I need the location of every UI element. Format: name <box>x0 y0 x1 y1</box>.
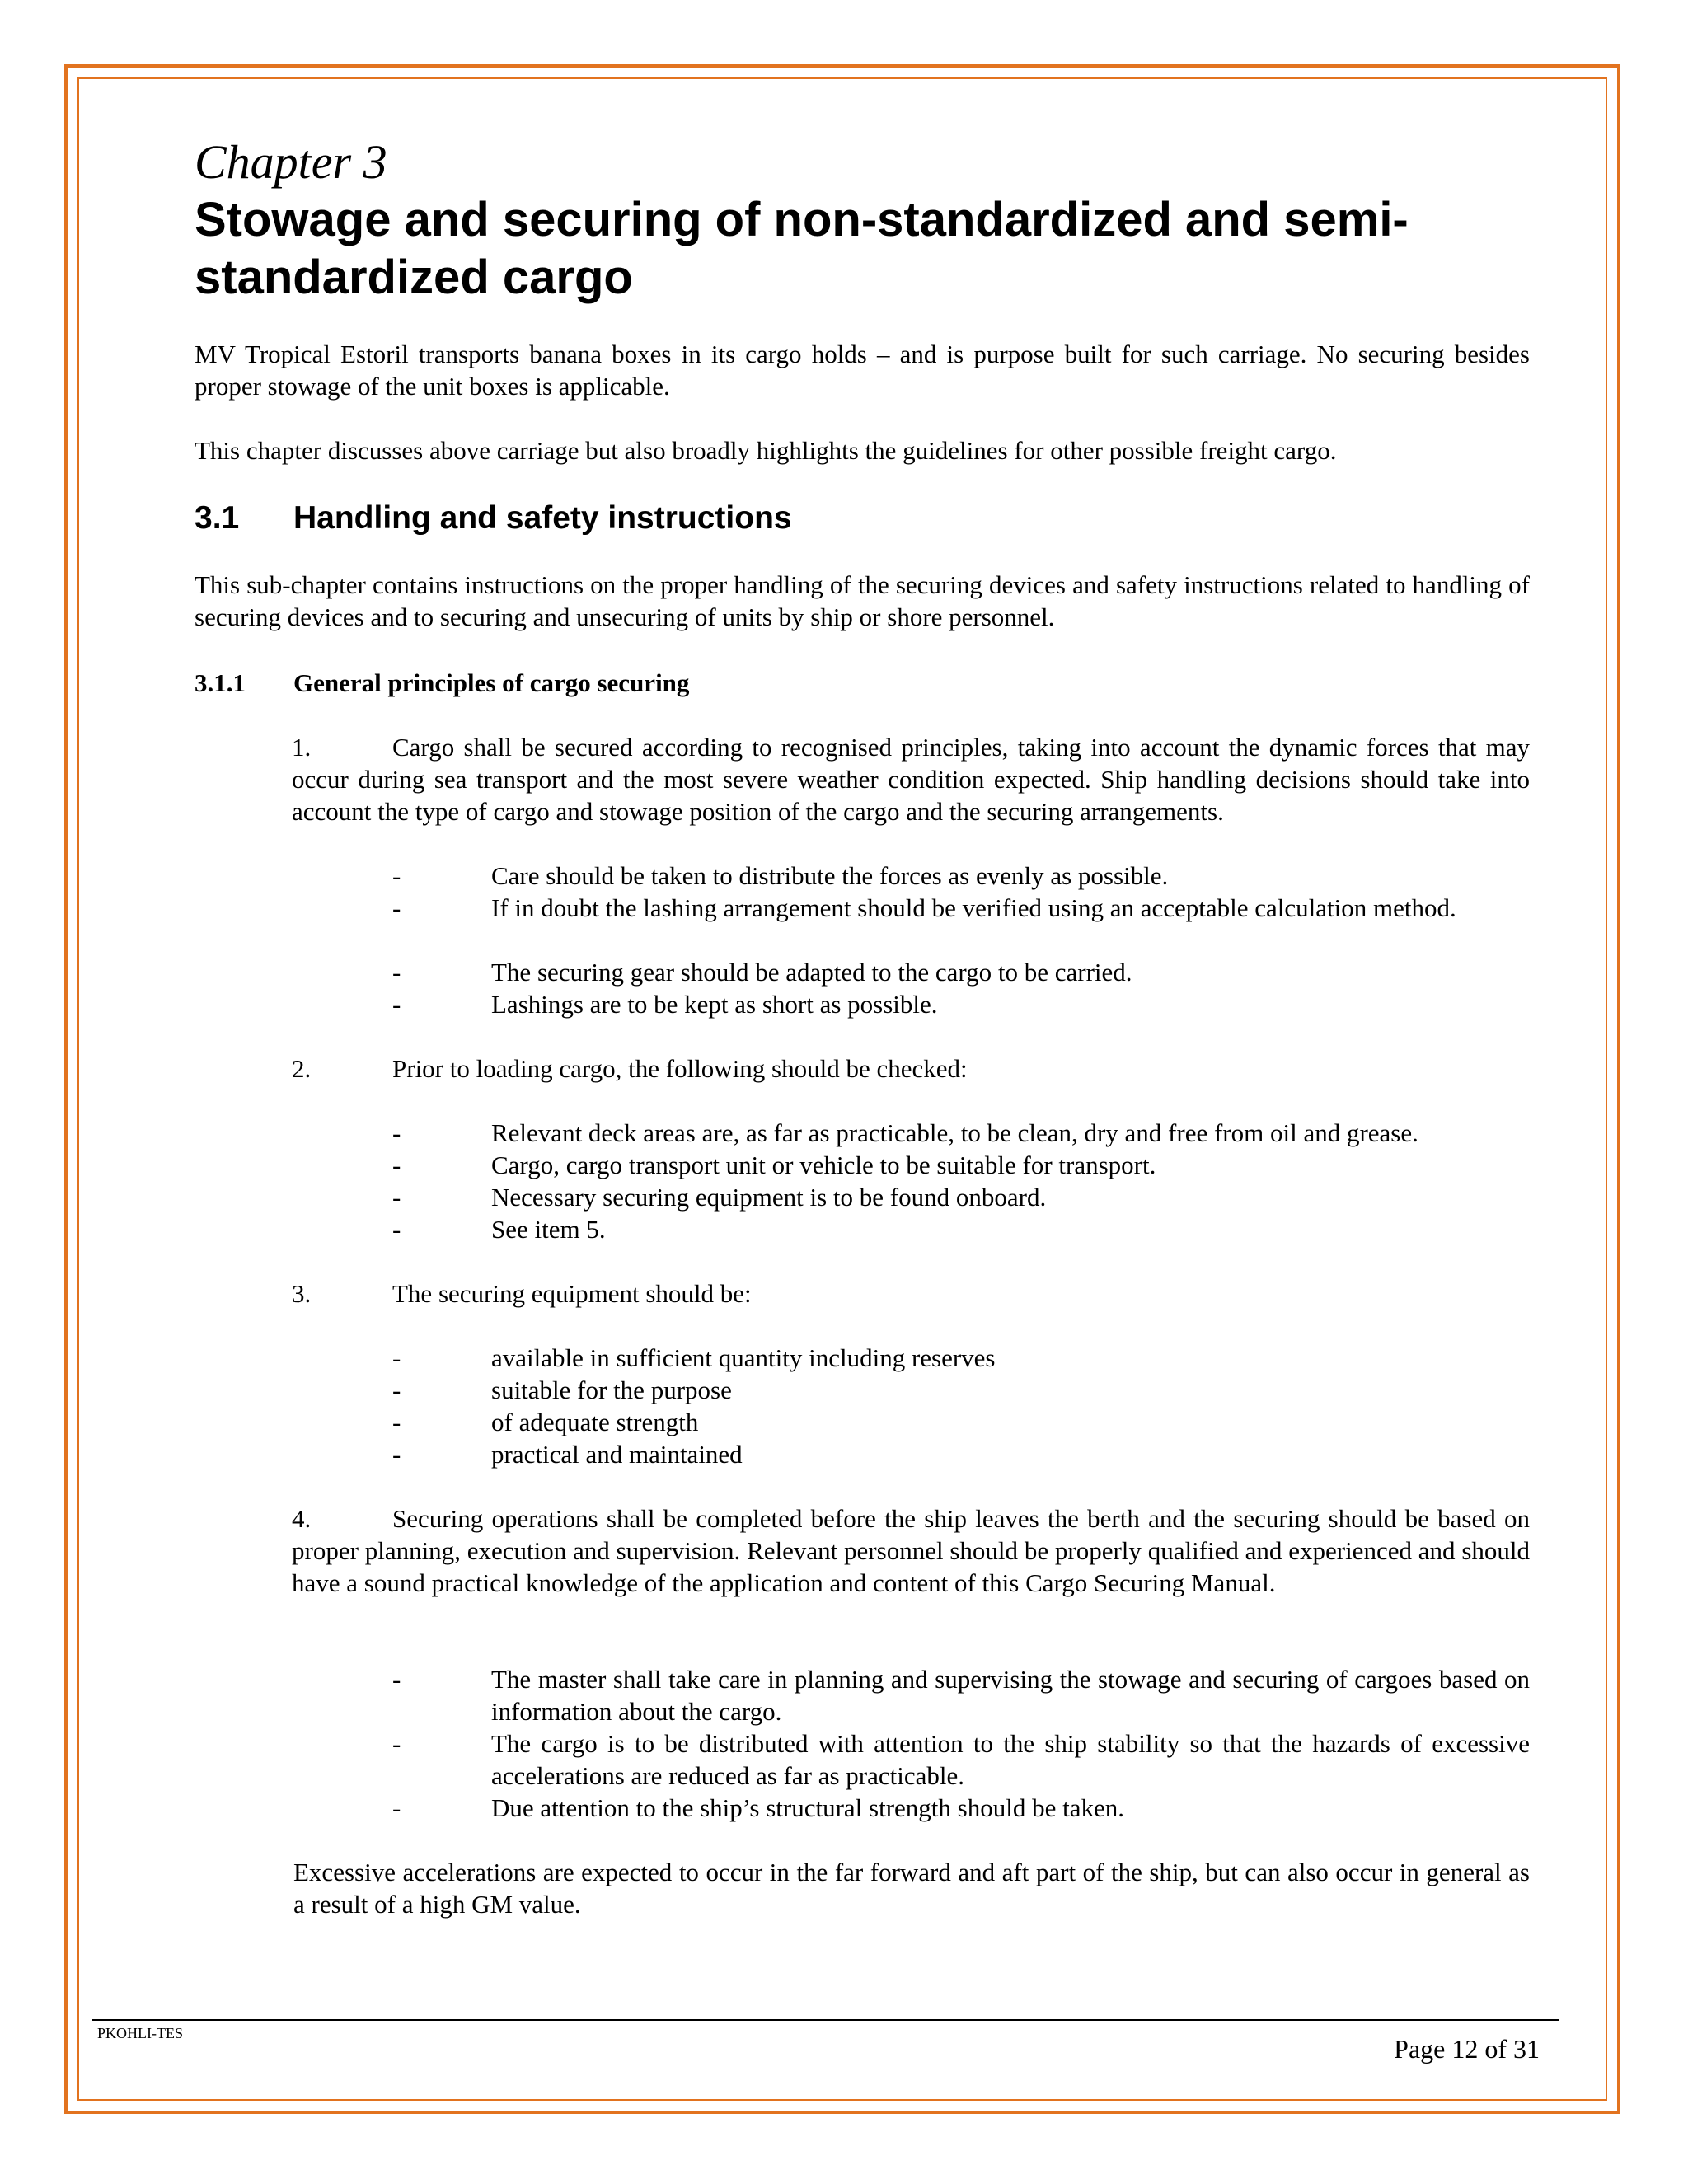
item-4-bullet-2: The cargo is to be distributed with attention to the ship stability so that the hazards of excessive accelerations are reduced as far as practicable. <box>491 1729 1530 1790</box>
intro-paragraph-1: MV Tropical Estoril transports banana boxes in its cargo holds – and is purpose built for such carriage. No securing besides proper stowage of the unit boxes is applicable. <box>195 340 1530 401</box>
item-2-text: Prior to loading cargo, the following should be checked: <box>392 1054 968 1083</box>
item-3-bullet-4: practical and maintained <box>491 1440 743 1469</box>
intro-paragraph-2: This chapter discusses above carriage but also broadly highlights the guidelines for other possible freight cargo. <box>195 436 1337 465</box>
bullet-dash: - <box>392 1440 401 1469</box>
bullet-dash: - <box>392 1215 401 1244</box>
item-2-bullet-2: Cargo, cargo transport unit or vehicle to be suitable for transport. <box>491 1151 1156 1179</box>
bullet-dash: - <box>392 861 401 890</box>
item-3-bullet-2: suitable for the purpose <box>491 1376 732 1404</box>
section-title: Handling and safety instructions <box>293 500 792 536</box>
section-number: 3.1 <box>195 500 240 536</box>
bullet-dash: - <box>392 958 401 987</box>
item-3-bullet-3: of adequate strength <box>491 1408 699 1436</box>
chapter-title <box>195 191 1530 307</box>
bullet-dash: - <box>392 990 401 1019</box>
item-3-text: The securing equipment should be: <box>392 1279 752 1308</box>
bullet-dash: - <box>392 1729 401 1758</box>
item-3-number: 3. <box>292 1279 312 1308</box>
chapter-label: Chapter 3 <box>195 135 387 189</box>
subsection-number: 3.1.1 <box>195 668 246 697</box>
item-1-bullet-2: If in doubt the lashing arrangement should be verified using an acceptable calculation method. <box>491 893 1456 922</box>
item-2-bullet-3: Necessary securing equipment is to be found onboard. <box>491 1183 1047 1212</box>
item-2-number: 2. <box>292 1054 312 1083</box>
bullet-dash: - <box>392 1793 401 1822</box>
closing-paragraph: Excessive accelerations are expected to occur in the far forward and aft part of the ship, but can also occur in general as a result of a high GM value. <box>293 1858 1530 1919</box>
bullet-dash: - <box>392 1118 401 1147</box>
item-4-bullet-3: Due attention to the ship’s structural strength should be taken. <box>491 1793 1124 1822</box>
footer-rule <box>92 2019 1559 2021</box>
item-4-bullet-1: The master shall take care in planning and supervising the stowage and securing of cargoes based on information about the cargo. <box>491 1665 1530 1726</box>
bullet-dash: - <box>392 1408 401 1436</box>
bullet-dash: - <box>392 1376 401 1404</box>
item-2-bullet-4: See item 5. <box>491 1215 606 1244</box>
item-4-text: Securing operations shall be completed before the ship leaves the berth and the securing should be based on proper planning, execution and supervision. Relevant personnel should be properly qualified and experienced and should have a sound practical knowledge of the application and content of this Cargo Securing Manual. <box>292 1504 1530 1597</box>
item-1-bullet-1: Care should be taken to distribute the forces as evenly as possible. <box>491 861 1169 890</box>
item-1-bullet-4: Lashings are to be kept as short as possible. <box>491 990 938 1019</box>
bullet-dash: - <box>392 1183 401 1212</box>
chapter-title-line-2: standardized cargo <box>195 251 633 304</box>
bullet-dash: - <box>392 1151 401 1179</box>
item-1-bullet-3: The securing gear should be adapted to the cargo to be carried. <box>491 958 1132 987</box>
item-1-text: Cargo shall be secured according to recognised principles, taking into account the dynamic forces that may occur during sea transport and the most severe weather condition expected. Ship handling decisions should take into account the type of cargo and stowage position of the cargo and the securing arrangements. <box>292 733 1530 826</box>
footer-document-code: PKOHLI-TES <box>97 2025 183 2041</box>
subsection-title: General principles of cargo securing <box>293 668 690 697</box>
item-1-number: 1. <box>292 733 312 762</box>
section-paragraph: This sub-chapter contains instructions on the proper handling of the securing devices and safety instructions related to handling of securing devices and to securing and unsecuring of units by ship or shore personnel. <box>195 570 1530 631</box>
item-4-number: 4. <box>292 1504 312 1533</box>
chapter-title-line-1: Stowage and securing of non-standardized and semi- <box>195 193 1409 246</box>
bullet-dash: - <box>392 1665 401 1694</box>
bullet-dash: - <box>392 893 401 922</box>
item-2-bullet-1: Relevant deck areas are, as far as practicable, to be clean, dry and free from oil and grease. <box>491 1118 1418 1147</box>
bullet-dash: - <box>392 1343 401 1372</box>
item-3-bullet-1: available in sufficient quantity including reserves <box>491 1343 996 1372</box>
footer-page-number: Page 12 of 31 <box>1394 2034 1540 2064</box>
